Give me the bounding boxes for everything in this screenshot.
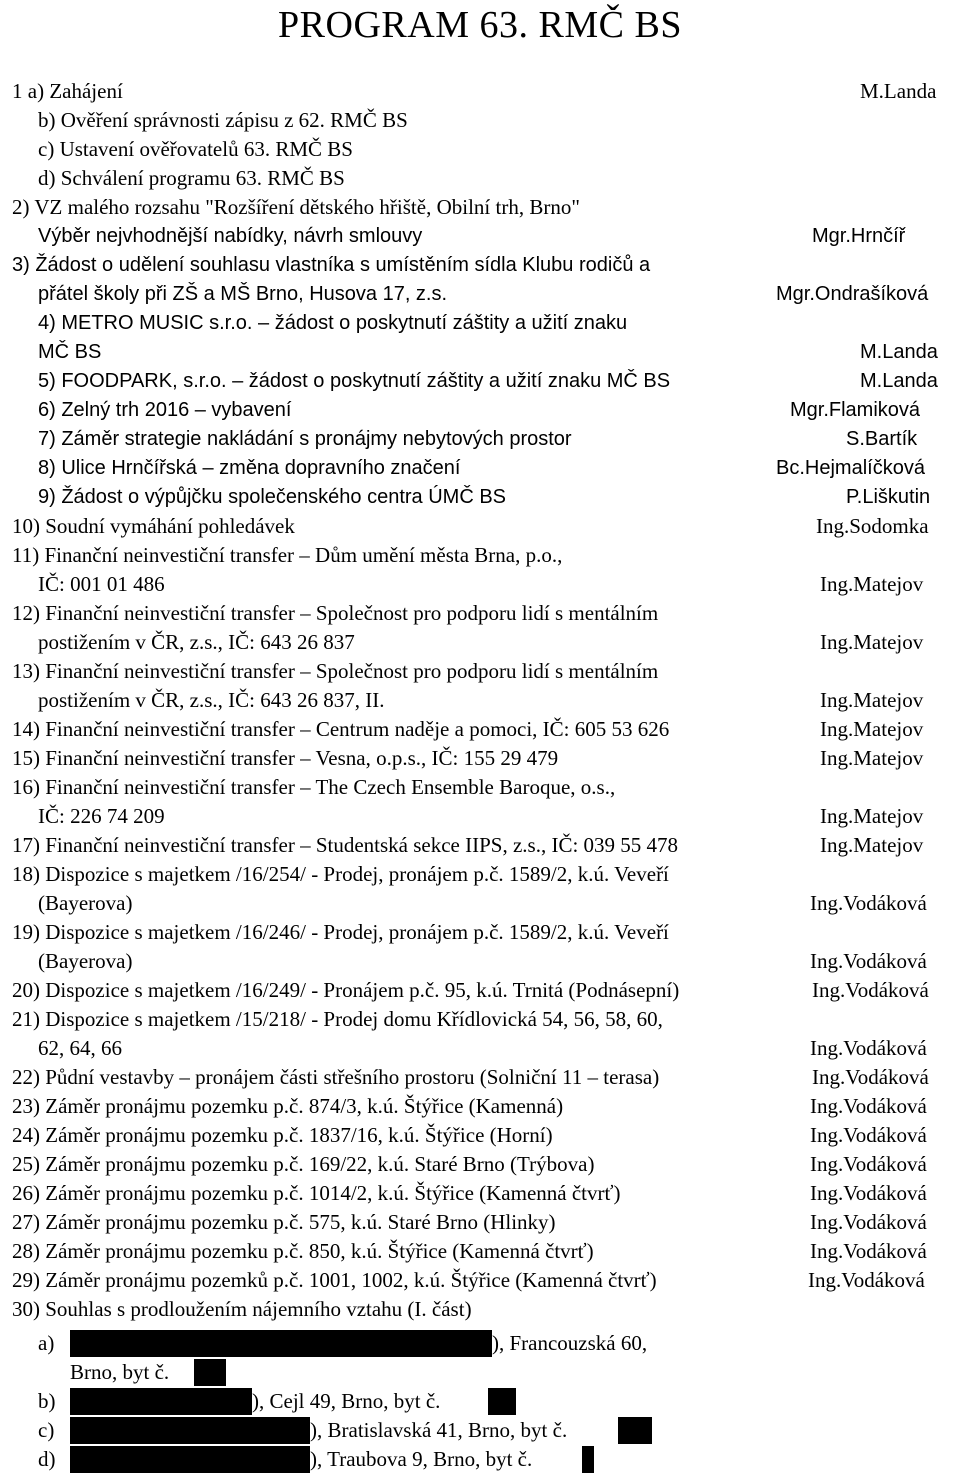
item-text: postižením v ČR, z.s., IČ: 643 26 837 — [38, 630, 355, 654]
item-text: 2) VZ malého rozsahu "Rozšíření dětského hřiště, Obilní trh, Brno" — [12, 195, 580, 219]
responsible-person: M.Landa — [860, 370, 938, 392]
agenda-line — [0, 1150, 960, 1179]
item-text: ), Traubova 9, Brno, byt č. — [310, 1447, 533, 1471]
agenda-line — [0, 251, 960, 280]
agenda-line — [0, 483, 960, 512]
item-text: 27) Záměr pronájmu pozemku p.č. 575, k.ú. Staré Brno (Hlinky) — [12, 1210, 556, 1234]
redaction-block — [194, 1359, 226, 1386]
item-text: 16) Finanční neinvestiční transfer – The Czech Ensemble Baroque, o.s., — [12, 775, 616, 799]
item-text: ), Bratislavská 41, Brno, byt č. — [310, 1418, 568, 1442]
agenda-line — [0, 773, 960, 802]
agenda-line — [0, 193, 960, 222]
responsible-person: Mgr.Flamiková — [790, 399, 921, 421]
responsible-person: Ing.Sodomka — [816, 514, 929, 538]
responsible-person: Ing.Matejov — [820, 630, 924, 654]
responsible-person: Ing.Matejov — [820, 746, 924, 770]
redaction-block — [70, 1388, 252, 1415]
item-text: přátel školy při ZŠ a MŠ Brno, Husova 17, z.s. — [38, 283, 448, 305]
item-text: 21) Dispozice s majetkem /15/218/ - Prodej domu Křídlovická 54, 56, 58, 60, — [12, 1007, 663, 1031]
subitem-label: a) — [38, 1331, 55, 1355]
item-text: 22) Půdní vestavby – pronájem části střešního prostoru (Solniční 11 – terasa) — [12, 1065, 660, 1089]
agenda-line — [0, 1005, 960, 1034]
responsible-person: Ing.Matejov — [820, 572, 924, 596]
agenda-line — [0, 367, 960, 396]
item-text: 3) Žádost o udělení souhlasu vlastníka s umístěním sídla Klubu rodičů a — [12, 254, 651, 276]
agenda-line — [0, 222, 960, 251]
item-text: 24) Záměr pronájmu pozemku p.č. 1837/16, k.ú. Štýřice (Horní) — [12, 1123, 553, 1147]
agenda-line — [0, 1295, 960, 1324]
agenda-line — [0, 1092, 960, 1121]
agenda-line — [0, 1179, 960, 1208]
agenda-line — [0, 918, 960, 947]
item-text: 15) Finanční neinvestiční transfer – Vesna, o.p.s., IČ: 155 29 479 — [12, 746, 559, 770]
agenda-line — [0, 454, 960, 483]
responsible-person: M.Landa — [860, 341, 938, 363]
item-text: Výběr nejvhodnější nabídky, návrh smlouvy — [38, 225, 423, 247]
item-text: 9) Žádost o výpůjčku společenského centra ÚMČ BS — [38, 486, 506, 508]
responsible-person: Ing.Matejov — [820, 804, 924, 828]
redaction-block — [70, 1330, 492, 1357]
item-text: 12) Finanční neinvestiční transfer – Společnost pro podporu lidí s mentálním — [12, 601, 659, 625]
list-item — [0, 1329, 960, 1358]
list-item — [0, 1358, 960, 1387]
agenda-line — [0, 396, 960, 425]
agenda-line — [0, 831, 960, 860]
agenda-line — [0, 686, 960, 715]
item-text: 14) Finanční neinvestiční transfer – Centrum naděje a pomoci, IČ: 605 53 626 — [12, 717, 670, 741]
responsible-person: Ing.Vodáková — [810, 1036, 927, 1060]
responsible-person: Ing.Vodáková — [810, 891, 927, 915]
responsible-person: Ing.Matejov — [820, 688, 924, 712]
item-text: ), Francouzská 60, — [492, 1331, 648, 1355]
agenda-line — [0, 425, 960, 454]
agenda-line — [0, 1034, 960, 1063]
item-text: 6) Zelný trh 2016 – vybavení — [38, 399, 292, 421]
responsible-person: Bc.Hejmalíčková — [776, 457, 925, 479]
agenda-line — [0, 1121, 960, 1150]
item-text: ), Cejl 49, Brno, byt č. — [252, 1389, 441, 1413]
item-text: MČ BS — [38, 341, 102, 363]
item-text: IČ: 001 01 486 — [38, 572, 165, 596]
subitem-label: c) — [38, 1418, 55, 1442]
agenda-line — [0, 628, 960, 657]
item-text: 1 a) Zahájení — [12, 79, 123, 103]
agenda-line — [0, 976, 960, 1005]
item-text: 29) Záměr pronájmu pozemků p.č. 1001, 1002, k.ú. Štýřice (Kamenná čtvrť) — [12, 1268, 657, 1292]
item-text: 8) Ulice Hrnčířská – změna dopravního značení — [38, 457, 461, 479]
list-item — [0, 1416, 960, 1445]
item-text: 17) Finanční neinvestiční transfer – Studentská sekce IIPS, z.s., IČ: 039 55 478 — [12, 833, 679, 857]
agenda-line — [0, 164, 960, 193]
responsible-person: Ing.Matejov — [820, 833, 924, 857]
agenda-line — [0, 1266, 960, 1295]
agenda-line — [0, 802, 960, 831]
responsible-person: Ing.Vodáková — [810, 1123, 927, 1147]
responsible-person: M.Landa — [860, 79, 937, 103]
responsible-person: S.Bartík — [846, 428, 918, 450]
subitem-label: b) — [38, 1389, 56, 1413]
item-text: 30) Souhlas s prodloužením nájemního vztahu (I. část) — [12, 1297, 472, 1321]
responsible-person: Ing.Vodáková — [810, 1152, 927, 1176]
responsible-person: Ing.Vodáková — [812, 978, 929, 1002]
agenda-line — [0, 860, 960, 889]
item-text: 5) FOODPARK, s.r.o. – žádost o poskytnutí záštity a užití znaku MČ BS — [38, 370, 671, 392]
responsible-person: Ing.Vodáková — [812, 1065, 929, 1089]
item-text: Brno, byt č. — [70, 1360, 170, 1384]
responsible-person: Mgr.Ondrašíková — [776, 283, 929, 305]
responsible-person: Mgr.Hrnčíř — [812, 225, 906, 247]
agenda-line — [0, 309, 960, 338]
item-text: 26) Záměr pronájmu pozemku p.č. 1014/2, k.ú. Štýřice (Kamenná čtvrť) — [12, 1181, 621, 1205]
item-text: postižením v ČR, z.s., IČ: 643 26 837, II. — [38, 688, 385, 712]
redaction-block — [70, 1417, 310, 1444]
item-text: 11) Finanční neinvestiční transfer – Dům umění města Brna, p.o., — [12, 543, 563, 567]
redaction-block — [70, 1446, 310, 1473]
responsible-person: P.Liškutin — [846, 486, 931, 508]
agenda-line — [0, 338, 960, 367]
item-text: c) Ustavení ověřovatelů 63. RMČ BS — [38, 137, 353, 161]
item-text: 18) Dispozice s majetkem /16/254/ - Prodej, pronájem p.č. 1589/2, k.ú. Veveří — [12, 862, 669, 886]
agenda-line — [0, 715, 960, 744]
agenda-line — [0, 889, 960, 918]
item-text: 23) Záměr pronájmu pozemku p.č. 874/3, k.ú. Štýřice (Kamenná) — [12, 1094, 564, 1118]
item-text: 19) Dispozice s majetkem /16/246/ - Prodej, pronájem p.č. 1589/2, k.ú. Veveří — [12, 920, 669, 944]
agenda-line — [0, 657, 960, 686]
responsible-person: Ing.Vodáková — [810, 1239, 927, 1263]
agenda-line — [0, 1237, 960, 1266]
responsible-person: Ing.Vodáková — [808, 1268, 925, 1292]
redaction-block — [488, 1388, 516, 1415]
responsible-person: Ing.Vodáková — [810, 1210, 927, 1234]
item-text: 4) METRO MUSIC s.r.o. – žádost o poskytnutí záštity a užití znaku — [38, 312, 628, 334]
agenda-line — [0, 280, 960, 309]
agenda-line — [0, 135, 960, 164]
item-text: b) Ověření správnosti zápisu z 62. RMČ BS — [38, 108, 408, 132]
responsible-person: Ing.Vodáková — [810, 1094, 927, 1118]
agenda-line — [0, 77, 960, 106]
agenda-line — [0, 541, 960, 570]
agenda-line — [0, 512, 960, 541]
agenda-line — [0, 570, 960, 599]
item-text: 28) Záměr pronájmu pozemku p.č. 850, k.ú. Štýřice (Kamenná čtvrť) — [12, 1239, 594, 1263]
agenda-line — [0, 947, 960, 976]
subitem-label: d) — [38, 1447, 56, 1471]
agenda-line — [0, 1208, 960, 1237]
agenda-line — [0, 599, 960, 628]
responsible-person: Ing.Vodáková — [810, 1181, 927, 1205]
agenda-line — [0, 1063, 960, 1092]
responsible-person: Ing.Vodáková — [810, 949, 927, 973]
item-text: 25) Záměr pronájmu pozemku p.č. 169/22, k.ú. Staré Brno (Trýbova) — [12, 1152, 595, 1176]
item-text: 20) Dispozice s majetkem /16/249/ - Pronájem p.č. 95, k.ú. Trnitá (Podnásepní) — [12, 978, 680, 1002]
list-item — [0, 1445, 960, 1474]
agenda-line — [0, 744, 960, 773]
responsible-person: Ing.Matejov — [820, 717, 924, 741]
item-text: d) Schválení programu 63. RMČ BS — [38, 166, 345, 190]
list-item — [0, 1387, 960, 1416]
agenda-line — [0, 106, 960, 135]
redaction-block — [618, 1417, 652, 1444]
item-text: (Bayerova) — [38, 891, 133, 915]
item-text: IČ: 226 74 209 — [38, 804, 165, 828]
item-text: 62, 64, 66 — [38, 1036, 122, 1060]
page-title: PROGRAM 63. RMČ BS — [278, 4, 682, 46]
item-text: 13) Finanční neinvestiční transfer – Společnost pro podporu lidí s mentálním — [12, 659, 659, 683]
redaction-block — [582, 1446, 594, 1473]
item-text: 10) Soudní vymáhání pohledávek — [12, 514, 295, 538]
item-text: (Bayerova) — [38, 949, 133, 973]
item-text: 7) Záměr strategie nakládání s pronájmy nebytových prostor — [38, 428, 572, 450]
